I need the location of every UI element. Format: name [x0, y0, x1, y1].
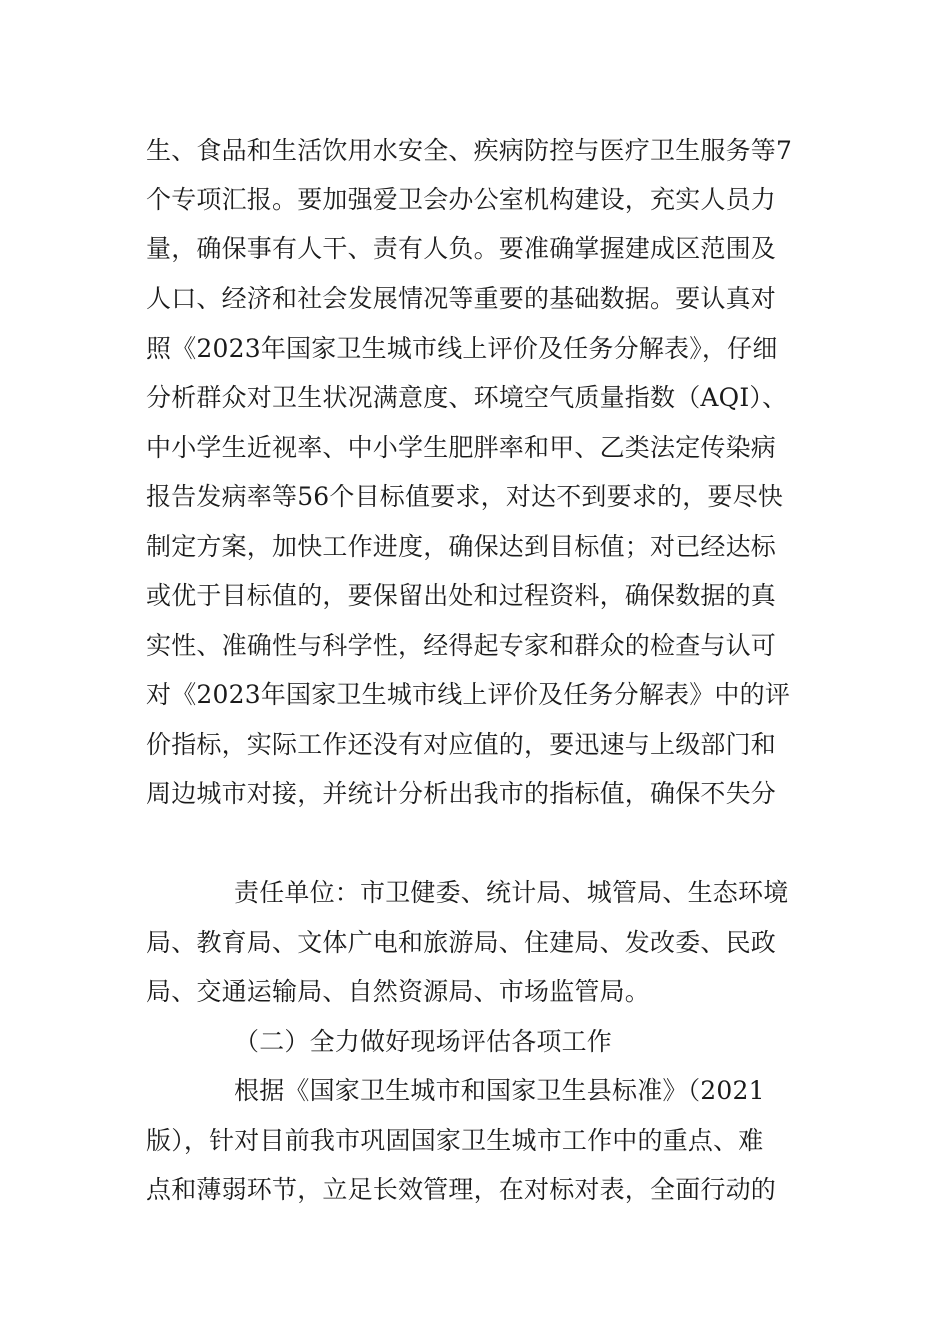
body-text-line: 个专项汇报。要加强爱卫会办公室机构建设，充实人员力	[146, 185, 777, 214]
body-text-line: 制定方案，加快工作进度，确保达到目标值；对已经达标	[146, 532, 777, 561]
section-heading: （二）全力做好现场评估各项工作	[234, 1027, 613, 1056]
body-text-line: 分析群众对卫生状况满意度、环境空气质量指数（AQI）、	[146, 383, 788, 412]
body-text-line: 照《2023年国家卫生城市线上评价及任务分解表》，仔细	[146, 334, 778, 363]
body-text-line: 版），针对目前我市巩固国家卫生城市工作中的重点、难	[146, 1126, 764, 1155]
responsibility-line: 局、教育局、文体广电和旅游局、住建局、发改委、民政	[146, 928, 777, 957]
body-text-line: 报告发病率等56个目标值要求，对达不到要求的，要尽快	[146, 482, 784, 511]
body-text-line: 中小学生近视率、中小学生肥胖率和甲、乙类法定传染病	[146, 433, 777, 462]
body-text-line: 或优于目标值的，要保留出处和过程资料，确保数据的真	[146, 581, 777, 610]
body-text-line: 量，确保事有人干、责有人负。要准确掌握建成区范围及	[146, 234, 777, 263]
body-text-line: 生、食品和生活饮用水安全、疾病防控与医疗卫生服务等7	[146, 136, 793, 165]
body-text-line: 根据《国家卫生城市和国家卫生县标准》（2021	[234, 1076, 765, 1105]
body-text-line: 价指标，实际工作还没有对应值的，要迅速与上级部门和	[146, 730, 777, 759]
responsibility-line: 局、交通运输局、自然资源局、市场监管局。	[146, 977, 651, 1006]
body-text-line: 点和薄弱环节，立足长效管理，在对标对表，全面行动的	[146, 1175, 777, 1204]
body-text-line: 对《2023年国家卫生城市线上评价及任务分解表》中的评	[146, 680, 791, 709]
body-text-line: 人口、经济和社会发展情况等重要的基础数据。要认真对	[146, 284, 777, 313]
body-text-line: 实性、准确性与科学性，经得起专家和群众的检查与认可	[146, 631, 777, 660]
responsibility-line: 责任单位：市卫健委、统计局、城管局、生态环境	[234, 878, 789, 907]
body-text-line: 周边城市对接，并统计分析出我市的指标值，确保不失分	[146, 779, 777, 808]
